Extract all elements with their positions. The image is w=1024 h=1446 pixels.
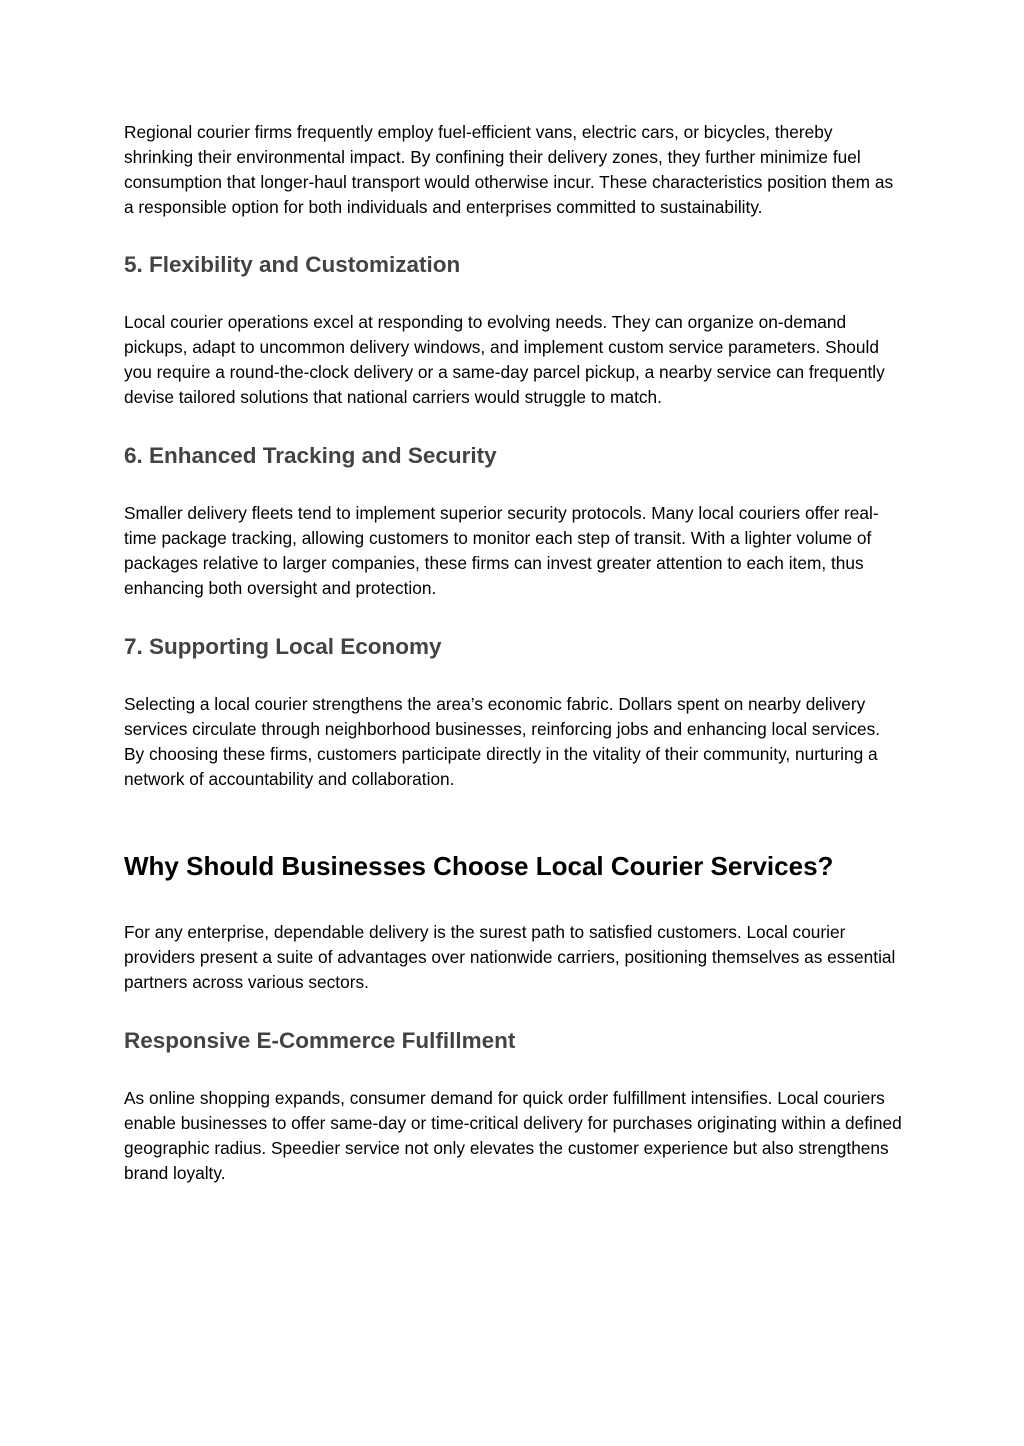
paragraph-ecommerce-fulfillment: As online shopping expands, consumer demand for quick order fulfillment intensifies. Local couriers enable businesses to offer same-day or time-critical delivery for purchases originating within a defined geographic radius. Speedier service not only elevates the customer experience but also strengthens brand loyalty.: [124, 1088, 902, 1183]
heading-ecommerce-fulfillment: Responsive E-Commerce Fulfillment: [124, 1028, 516, 1053]
heading-local-economy: 7. Supporting Local Economy: [124, 634, 442, 659]
paragraph-why-businesses: For any enterprise, dependable delivery is the surest path to satisfied customers. Local courier providers present a suite of advantages over nationwide carriers, positioning themselves as essential partners across various sectors.: [124, 922, 896, 992]
paragraph-tracking-security: Smaller delivery fleets tend to implement superior security protocols. Many local couriers offer real-time package tracking, allowing customers to monitor each step of transit. With a lighter volume of packages relative to larger companies, these firms can invest greater attention to each item, thus enhancing both oversight and protection.: [124, 503, 879, 598]
heading-flexibility: 5. Flexibility and Customization: [124, 252, 461, 277]
heading-tracking-security: 6. Enhanced Tracking and Security: [124, 443, 497, 468]
paragraph-flexibility: Local courier operations excel at responding to evolving needs. They can organize on-demand pickups, adapt to uncommon delivery windows, and implement custom service parameters. Should you require a round-the-clock delivery or a same-day parcel pickup, a nearby service can frequently devise tailored solutions that national carriers would struggle to match.: [124, 312, 885, 407]
paragraph-environmental-impact: Regional courier firms frequently employ fuel-efficient vans, electric cars, or bicycles, thereby shrinking their environmental impact. By confining their delivery zones, they further minimize fuel consumption that longer-haul transport would otherwise incur. These characteristics position them as a responsible option for both individuals and enterprises committed to sustainability.: [124, 122, 894, 217]
heading-why-businesses: Why Should Businesses Choose Local Courier Services?: [124, 851, 834, 881]
paragraph-local-economy: Selecting a local courier strengthens the area’s economic fabric. Dollars spent on nearby delivery services circulate through neighborhood businesses, reinforcing jobs and enhancing local services. By choosing these firms, customers participate directly in the vitality of their community, nurturing a network of accountability and collaboration.: [124, 694, 881, 789]
document-page: [124, 120, 904, 1186]
